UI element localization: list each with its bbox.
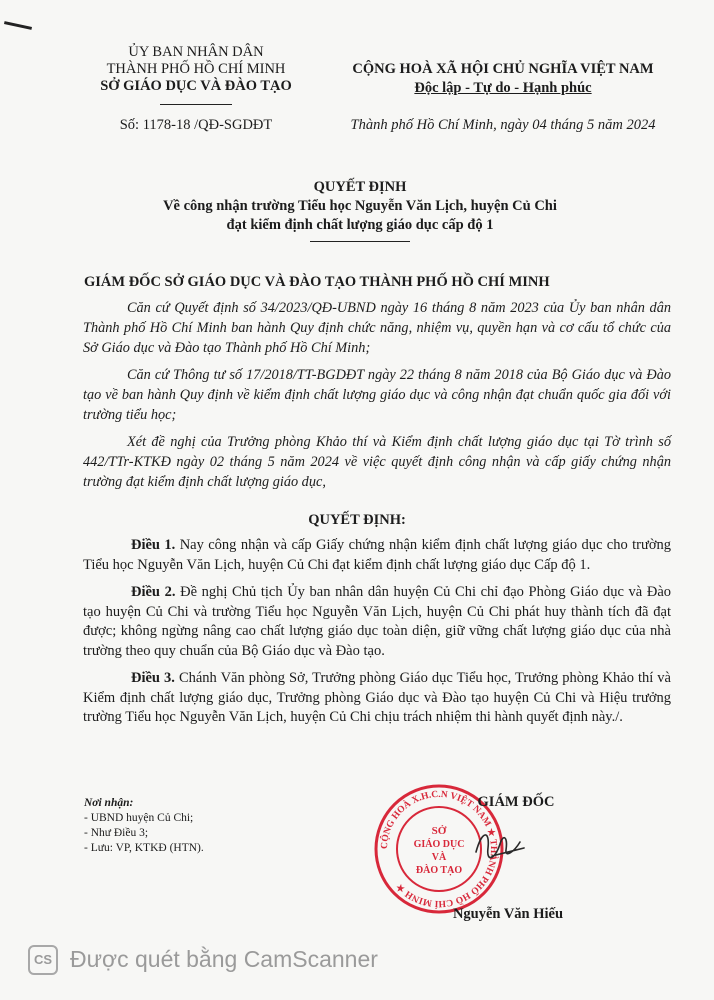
document-title: QUYẾT ĐỊNH	[313, 179, 407, 195]
basis-paragraph: Căn cứ Thông tư số 17/2018/TT-BGDĐT ngày 22 tháng 8 năm 2018 của Bộ Giáo dục và Đào tạo về ban hành Quy định về kiểm định chất lượng giáo dục và công nhận đạt chuẩn quốc gia đối với trường tiểu học;	[83, 367, 671, 423]
recipient-item: - UBND huyện Củ Chi;	[84, 812, 194, 824]
article-label: Điều 2.	[131, 584, 176, 600]
decision-heading: QUYẾT ĐỊNH:	[308, 512, 406, 528]
signer-name: Nguyễn Văn Hiếu	[452, 906, 564, 922]
document-title-block	[60, 178, 660, 242]
camscanner-watermark: Được quét bằng CamScanner	[70, 946, 378, 972]
national-header-block	[328, 60, 678, 135]
recipient-item: - Như Điều 3;	[84, 827, 149, 839]
title-subject-line-2: đạt kiểm định chất lượng giáo dục cấp độ 1	[226, 217, 494, 233]
scan-mark	[4, 21, 32, 30]
document-number: Số: 1178-18 /QĐ-SGDĐT	[119, 117, 273, 133]
article-text: Nay công nhận và cấp Giấy chứng nhận kiểm định chất lượng giáo dục cho trường Tiểu học Nguyễn Văn Lịch, huyện Củ Chi đạt kiểm định chất lượng giáo dục Cấp độ 1.	[83, 537, 672, 573]
camscanner-logo-icon: CS	[28, 945, 58, 975]
issuing-authority: GIÁM ĐỐC SỞ GIÁO DỤC VÀ ĐÀO TẠO THÀNH PHỐ HỒ CHÍ MINH	[84, 274, 550, 290]
agency-line-3: SỞ GIÁO DỤC VÀ ĐÀO TẠO	[100, 78, 292, 94]
title-subject-line-1: Về công nhận trường Tiểu học Nguyễn Văn Lịch, huyện Củ Chi	[163, 198, 557, 214]
recipients-block	[84, 796, 314, 856]
national-motto: Độc lập - Tự do - Hạnh phúc	[414, 80, 592, 96]
article-3	[83, 669, 671, 728]
agency-divider	[160, 104, 232, 105]
nation-name: CỘNG HOÀ XÃ HỘI CHỦ NGHĨA VIỆT NAM	[352, 61, 654, 77]
agency-line-1: ỦY BAN NHÂN DÂN	[128, 44, 264, 60]
basis-paragraph: Xét đề nghị của Trưởng phòng Khảo thí và Kiểm định chất lượng giáo dục tại Tờ trình số 442/TTr-KTKĐ ngày 02 tháng 5 năm 2024 về việc quyết định công nhận và cấp giấy chứng nhận trường đạt kiểm định chất lượng giáo dục,	[83, 434, 671, 490]
title-divider	[310, 241, 410, 242]
agency-line-2: THÀNH PHỐ HỒ CHÍ MINH	[106, 61, 286, 77]
recipient-item: - Lưu: VP, KTKĐ (HTN).	[84, 842, 204, 854]
seal-ring-text: CỘNG HOÀ X.H.C.N VIỆT NAM ★ THÀNH PHỐ HỒ CHÍ MINH ★	[379, 789, 499, 909]
signer-title: GIÁM ĐỐC	[477, 794, 555, 810]
articles	[83, 536, 671, 736]
seal-center-line: ĐÀO TẠO	[415, 865, 463, 876]
article-text: Chánh Văn phòng Sở, Trưởng phòng Giáo dục Tiểu học, Trưởng phòng Khảo thí và Kiểm định chất lượng giáo dục, Trưởng phòng Giáo dục và Đào tạo huyện Củ Chi và Hiệu trưởng trường Tiểu học Nguyễn Văn Lịch, huyện Củ Chi chịu trách nhiệm thi hành quyết định này./.	[83, 670, 671, 725]
issuing-agency-block	[66, 44, 326, 134]
recipients-title: Nơi nhận:	[84, 797, 134, 809]
issue-date: Thành phố Hồ Chí Minh, ngày 04 tháng 5 năm 2024	[350, 117, 656, 133]
seal-center-line: GIÁO DỤC	[413, 839, 465, 850]
article-1	[83, 536, 671, 575]
article-2	[83, 583, 671, 661]
legal-basis	[83, 298, 671, 499]
basis-paragraph: Căn cứ Quyết định số 34/2023/QĐ-UBND ngày 16 tháng 8 năm 2023 của Ủy ban nhân dân Thành phố Hồ Chí Minh ban hành Quy định chức năng, nhiệm vụ, quyền hạn và cơ cấu tổ chức của Sở Giáo dục và Đào tạo Thành phố Hồ Chí Minh;	[83, 300, 671, 356]
handwritten-signature	[470, 822, 530, 872]
seal-center-line: SỞ	[431, 825, 447, 837]
article-text: Đề nghị Chủ tịch Ủy ban nhân dân huyện Củ Chi chỉ đạo Phòng Giáo dục và Đào tạo huyện Củ Chi và trường Tiểu học Nguyễn Văn Lịch, huyện Củ Chi phát huy thành tích đã đạt được; không ngừng nâng cao chất lượng giáo dục toàn diện, giữ vững chất lượng giáo dục của nhà trường theo quy chuẩn của Bộ Giáo dục và Đào tạo.	[83, 584, 672, 659]
article-label: Điều 3.	[131, 670, 175, 686]
article-label: Điều 1.	[131, 537, 176, 553]
seal-center-line: VÀ	[431, 852, 447, 863]
